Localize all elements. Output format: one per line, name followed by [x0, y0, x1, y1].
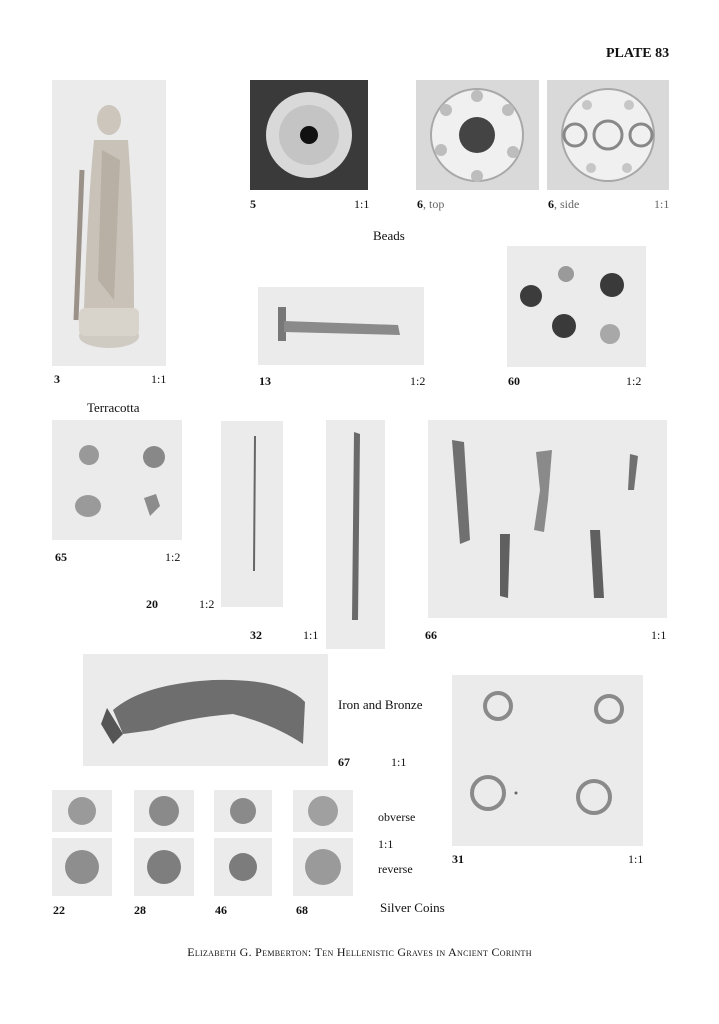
figure-number-6-top: 6	[417, 197, 423, 211]
figure-scale-3: 1:1	[151, 372, 167, 386]
figure-scale-66: 1:1	[651, 628, 667, 642]
figure-scale-32: 1:1	[303, 628, 319, 642]
figure-number-3: 3	[54, 372, 60, 386]
photo-coin-46-obverse	[214, 790, 272, 832]
figure-scale-60: 1:2	[626, 374, 642, 388]
photo-coin-28-reverse	[134, 838, 194, 896]
figure-scale-13: 1:2	[410, 374, 426, 388]
figure-number-5: 5	[250, 197, 256, 211]
photo-coin-68-obverse	[293, 790, 353, 832]
figure-scale-5: 1:1	[354, 197, 370, 211]
photo-iron-object-67	[83, 654, 328, 766]
figure-scale-65: 1:2	[165, 550, 181, 564]
photo-objects-60	[507, 246, 646, 367]
photo-pin-20	[221, 421, 283, 607]
figure-caption-6-top	[417, 197, 444, 212]
figure-number-60: 60	[508, 374, 520, 388]
photo-coin-68-reverse	[293, 838, 353, 896]
figure-number-68: 68	[296, 903, 308, 917]
photo-coin-28-obverse	[134, 790, 194, 832]
coin-label-reverse: reverse	[378, 862, 413, 876]
figure-number-46: 46	[215, 903, 227, 917]
coin-label-scale: 1:1	[378, 837, 394, 851]
figure-view-6-side: , side	[554, 197, 580, 211]
figure-caption-6-side	[548, 197, 579, 212]
figure-scale-6: 1:1	[654, 197, 670, 211]
figure-number-65: 65	[55, 550, 67, 564]
photo-coin-22-obverse	[52, 790, 112, 832]
figure-number-13: 13	[259, 374, 271, 388]
photo-iron-fragments-66	[428, 420, 667, 618]
photo-coin-46-reverse	[214, 838, 272, 896]
photo-rings-31	[452, 675, 643, 846]
group-label-terracotta: Terracotta	[87, 400, 140, 415]
photo-terracotta-figurine-3	[52, 80, 166, 366]
photo-rod-32	[326, 420, 385, 649]
figure-number-28: 28	[134, 903, 146, 917]
figure-number-32: 32	[250, 628, 262, 642]
group-label-beads: Beads	[373, 228, 405, 243]
figure-number-67: 67	[338, 755, 350, 769]
figure-number-66: 66	[425, 628, 437, 642]
figure-scale-31: 1:1	[628, 852, 644, 866]
photo-objects-65	[52, 420, 182, 540]
footer-credit: Elizabeth G. Pemberton: Ten Hellenistic Graves in Ancient Corinth	[187, 945, 532, 959]
figure-scale-20: 1:2	[199, 597, 215, 611]
figure-view-6-top: , top	[423, 197, 445, 211]
figure-scale-67: 1:1	[391, 755, 407, 769]
coin-label-obverse: obverse	[378, 810, 416, 824]
group-label-iron-and-bronze: Iron and Bronze	[338, 697, 423, 712]
photo-bead-5	[250, 80, 368, 190]
group-label-silver-coins: Silver Coins	[380, 900, 445, 915]
photo-nail-13	[258, 287, 424, 365]
plate-title: PLATE 83	[606, 46, 670, 61]
photo-bead-6-top	[416, 80, 539, 190]
figure-number-6-side: 6	[548, 197, 554, 211]
photo-coin-22-reverse	[52, 838, 112, 896]
figure-number-31: 31	[452, 852, 464, 866]
figure-number-20: 20	[146, 597, 158, 611]
figure-number-22: 22	[53, 903, 65, 917]
photo-bead-6-side	[547, 80, 669, 190]
